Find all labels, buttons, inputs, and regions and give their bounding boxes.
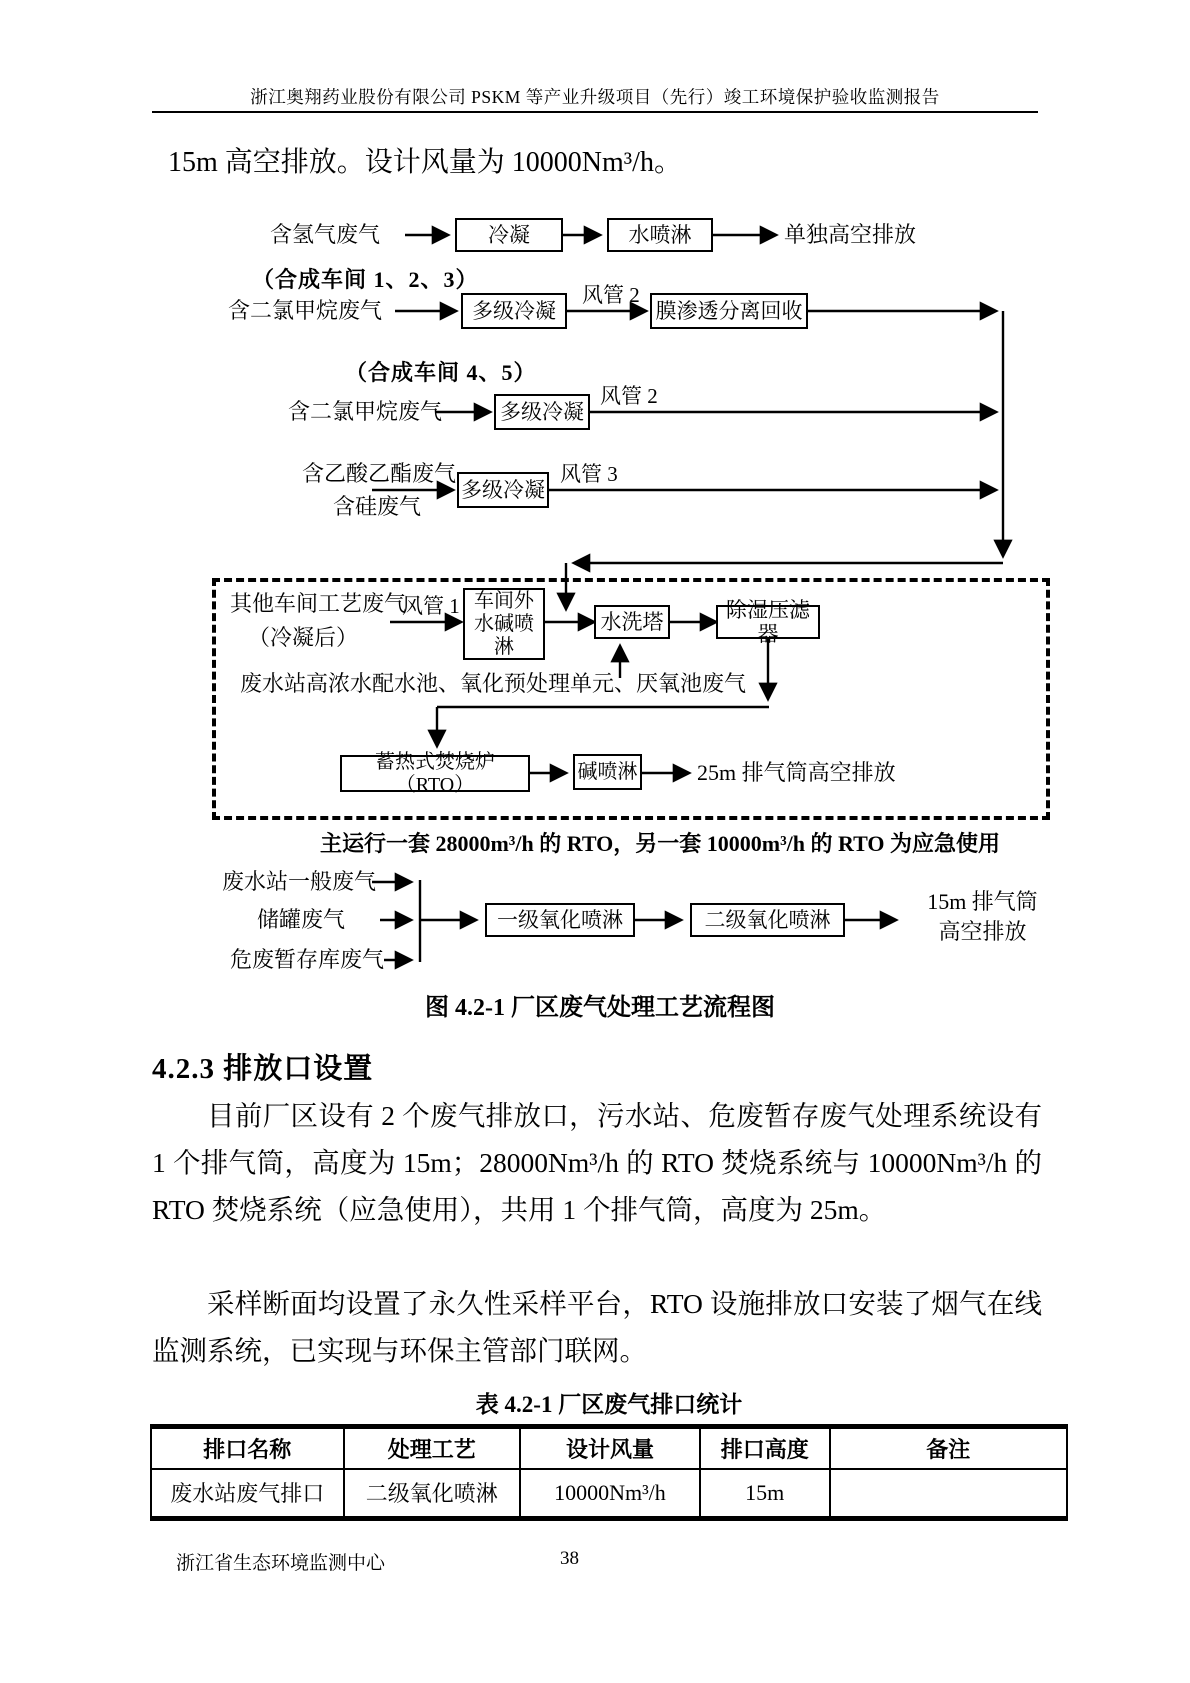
- box-water-wash-tower: 水洗塔: [594, 605, 670, 639]
- intro-text: 15m 高空排放。设计风量为 10000Nm³/h。: [168, 147, 682, 178]
- rto-note: 主运行一套 28000m³/h 的 RTO，另一套 10000m³/h 的 RTO 为应急使用: [319, 831, 1001, 856]
- source-dcm-2: 含二氯甲烷废气: [288, 399, 443, 424]
- table-cell-outlet-name: 废水站废气排口: [151, 1469, 344, 1519]
- table-cell-process: 二级氧化喷淋: [344, 1469, 521, 1519]
- source-hydrogen-gas: 含氢气废气: [270, 222, 381, 247]
- label-workshop-45: （合成车间 4、5）: [345, 360, 537, 385]
- paragraph-1: 目前厂区设有 2 个废气排放口，污水站、危废暂存废气处理系统设有 1 个排气筒，高度为 15m；28000Nm³/h 的 RTO 焚烧系统与 10000Nm³/h 的 RTO 焚烧系统（应急使用），共用 1 个排气筒，高度为 25m。: [152, 1100, 1042, 1225]
- box-multistage-condensation-2: 多级冷凝: [494, 394, 590, 430]
- table-row: [151, 1469, 1067, 1519]
- outlet-15m-stack: [905, 887, 1060, 947]
- table-header-outlet-name: 排口名称: [151, 1427, 344, 1469]
- box-workshop-outside-spray-line1: 车间外: [474, 589, 534, 612]
- table-header-design-flow: 设计风量: [520, 1427, 700, 1469]
- source-silicon-gas: 含硅废气: [333, 494, 422, 519]
- duct-label-2b: 风管 2: [600, 384, 658, 408]
- table-cell-remark: [830, 1469, 1067, 1519]
- source-other-workshop-line2: （冷凝后）: [248, 625, 359, 650]
- paragraph-2: 采样断面均设置了永久性采样平台，RTO 设施排放口安装了烟气在线监测系统，已实现与环保主管部门联网。: [152, 1288, 1042, 1366]
- label-workshop-123: （合成车间 1、2、3）: [252, 267, 479, 292]
- outlet-25m-stack: 25m 排气筒高空排放: [697, 760, 896, 785]
- footer-page-number: 38: [560, 1548, 579, 1569]
- duct-label-2a: 风管 2: [582, 283, 640, 307]
- table-header-process: 处理工艺: [344, 1427, 521, 1469]
- box-dehumidifier-press-filter: 除湿压滤器: [716, 605, 820, 639]
- box-multistage-condensation-1: 多级冷凝: [461, 293, 567, 329]
- duct-label-1: 风管 1: [402, 594, 460, 618]
- source-dcm-1: 含二氯甲烷废气: [228, 298, 383, 323]
- box-workshop-outside-spray: [463, 588, 545, 660]
- outlet-15m-stack-line2: 高空排放: [938, 919, 1027, 944]
- flowchart: [140, 190, 1060, 1035]
- duct-label-3: 风管 3: [560, 462, 618, 486]
- source-ethyl-acetate: 含乙酸乙酯废气: [302, 461, 457, 486]
- box-secondary-oxidation-spray: 二级氧化喷淋: [690, 903, 845, 937]
- box-rto-incinerator: 蓄热式焚烧炉（RTO）: [340, 755, 530, 792]
- box-condensation: 冷凝: [455, 218, 563, 252]
- box-primary-oxidation-spray: 一级氧化喷淋: [485, 903, 635, 937]
- source-other-workshop-line1: 其他车间工艺废气: [230, 591, 407, 616]
- doc-header-title: 浙江奥翔药业股份有限公司 PSKM 等产业升级项目（先行）竣工环境保护验收监测报告: [250, 87, 940, 107]
- box-membrane-recovery: 膜渗透分离回收: [650, 293, 808, 329]
- section-heading: 4.2.3 排放口设置: [152, 1053, 374, 1085]
- source-wastewater-units: 废水站高浓水配水池、氧化预处理单元、厌氧池废气: [240, 671, 747, 696]
- table-cell-outlet-height: 15m: [700, 1469, 830, 1519]
- table-header-outlet-height: 排口高度: [700, 1427, 830, 1469]
- source-wastewater-general: 废水站一般废气: [222, 869, 377, 894]
- figure-caption: 图 4.2-1 厂区废气处理工艺流程图: [425, 995, 775, 1021]
- box-multistage-condensation-3: 多级冷凝: [457, 472, 549, 508]
- footer-org: 浙江省生态环境监测中心: [176, 1553, 386, 1574]
- source-hazwaste-storage: 危废暂存库废气: [230, 947, 385, 972]
- box-alkali-spray: 碱喷淋: [573, 754, 642, 790]
- table-caption: 表 4.2-1 厂区废气排口统计: [475, 1392, 743, 1417]
- table-cell-design-flow: 10000Nm³/h: [520, 1469, 700, 1519]
- outlet-15m-stack-line1: 15m 排气筒: [927, 889, 1038, 914]
- source-storage-tank: 储罐废气: [257, 907, 346, 932]
- header-rule: [152, 111, 1038, 113]
- box-workshop-outside-spray-line2: 水碱喷淋: [474, 612, 534, 658]
- box-water-spray: 水喷淋: [607, 218, 713, 252]
- table-header-row: [151, 1427, 1067, 1469]
- outlet-separate-discharge: 单独高空排放: [784, 222, 917, 247]
- emission-table: [150, 1424, 1068, 1521]
- table-header-remark: 备注: [830, 1427, 1067, 1469]
